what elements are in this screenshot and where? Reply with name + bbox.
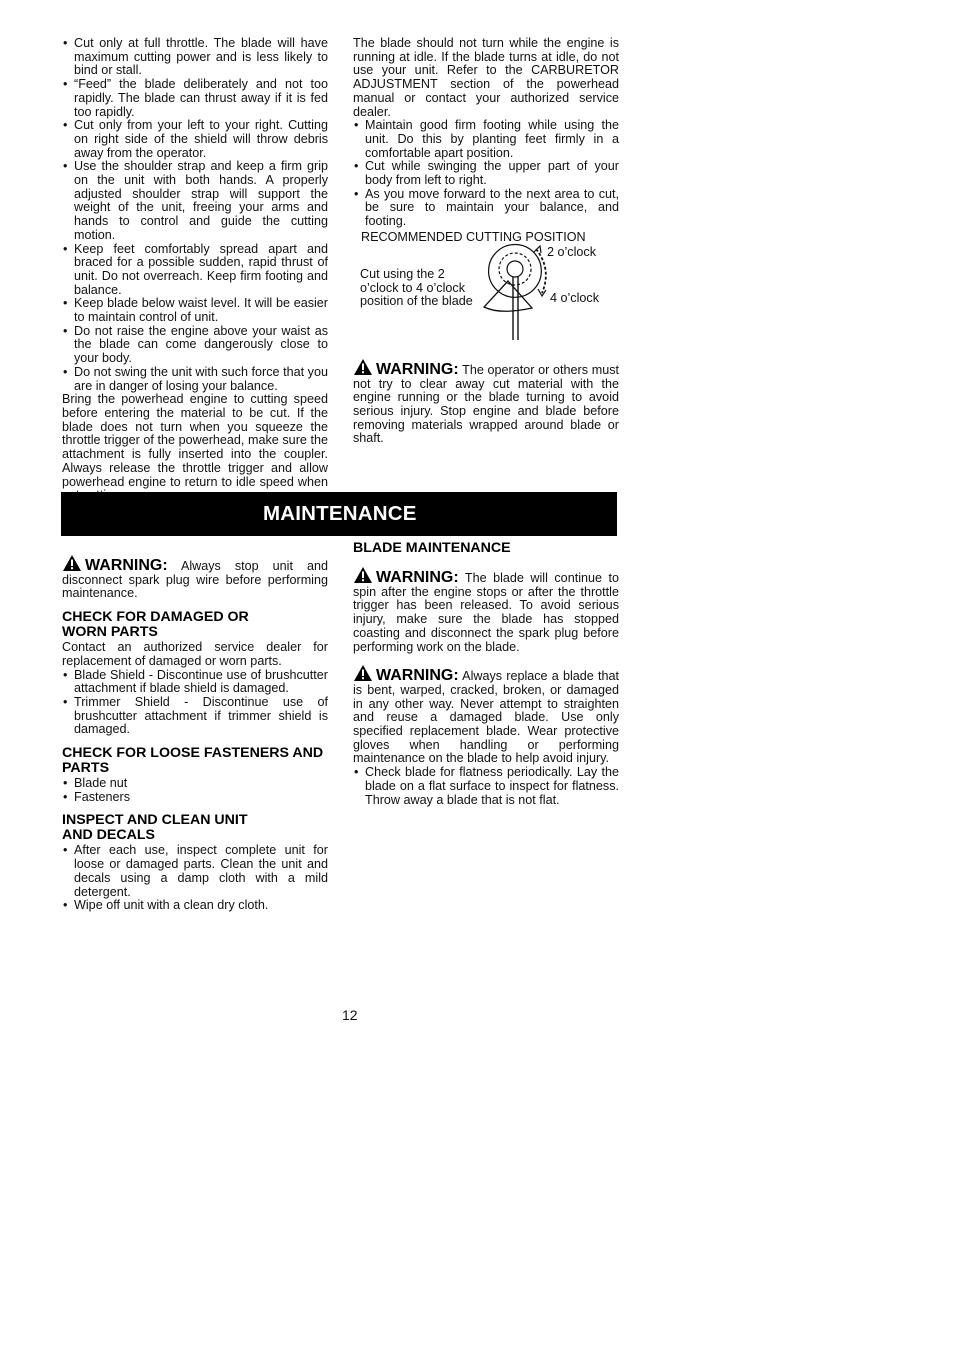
list-item: • Keep feet comfortably spread apart and braced for a possible sudden, rapid thrust of unit. Do not overreach. Keep firm footing and balance. — [62, 243, 328, 298]
list-item: • Use the shoulder strap and keep a firm grip on the unit with both hands. A properly adjusted shoulder strap will support the weight of the unit, freeing your arms and hands to control and guide the cutting motion. — [62, 160, 328, 242]
clear-material-warning — [353, 358, 619, 446]
label-2-oclock: 2 o’clock — [547, 244, 596, 259]
warning-triangle-icon — [353, 566, 373, 584]
left-bottom-column — [62, 554, 328, 913]
inspect-clean-list — [62, 844, 328, 913]
warning-triangle-icon — [353, 664, 373, 682]
damaged-parts-text: Contact an authorized service dealer for replacement of damaged or worn parts. — [62, 640, 328, 668]
label-4-oclock: 4 o’clock — [550, 290, 599, 305]
blade-replace-warning — [353, 664, 619, 766]
loose-fasteners-list — [62, 777, 328, 804]
inspect-clean-heading: INSPECT AND CLEAN UNIT AND DECALS — [62, 812, 248, 844]
list-item: • After each use, inspect complete unit for loose or damaged parts. Clean the unit and decals using a damp cloth with a mild detergent. — [62, 844, 328, 899]
cutting-speed-paragraph: Bring the powerhead engine to cutting speed before entering the material to be cut. If the blade does not turn when you squeeze the throttle trigger of the powerhead, make sure the attachment is fully inserted into the coupler. Always release the throttle trigger and allow powerhead engine to return to idle speed when — [62, 392, 328, 489]
warning-triangle-icon — [353, 358, 373, 376]
blade-maintenance-heading: BLADE MAINTENANCE — [353, 540, 511, 556]
warning-text: Always stop unit and disconnect spark plug wire before performing maintenance. — [62, 559, 328, 601]
section-title: MAINTENANCE — [263, 502, 417, 525]
operation-tips-list — [62, 37, 328, 393]
list-item: • Cut only at full throttle. The blade will have maximum cutting power and is less likely to bind or stall. — [62, 37, 328, 78]
loose-fasteners-heading: CHECK FOR LOOSE FASTENERS AND PARTS — [62, 745, 324, 777]
footing-tips-list — [353, 119, 619, 229]
list-item: • Do not swing the unit with such force that you are in danger of losing your balance. — [62, 366, 328, 393]
list-item: • Cut only from your left to your right. Cutting on right side of the shield will throw debris away from the operator. — [62, 119, 328, 160]
list-item: • Trimmer Shield - Discontinue use of brushcutter attachment if trimmer shield is damaged. — [62, 696, 328, 737]
cutting-position-diagram — [353, 231, 619, 346]
list-item: • Blade nut — [62, 777, 328, 791]
list-item: • Keep blade below waist level. It will be easier to maintain control of unit. — [62, 297, 328, 324]
warning-label: WARNING: — [376, 667, 459, 685]
list-item: • Cut while swinging the upper part of your body from left to right. — [353, 160, 619, 187]
maintenance-warning — [62, 554, 328, 601]
blade-spin-warning — [353, 566, 619, 654]
list-item: • Blade Shield - Discontinue use of brushcutter attachment if blade shield is damaged. — [62, 669, 328, 696]
list-item: • Fasteners — [62, 791, 328, 805]
right-bottom-column — [353, 541, 619, 807]
warning-text: The blade will continue to spin after the engine stops or after the throttle trigger has been released. To avoid serious injury, make sure the blade has stopped coasting and disconnect the spark plug before performing work on the blade. — [353, 571, 619, 654]
diagram-title: RECOMMENDED CUTTING POSITION — [361, 229, 586, 244]
list-item: • Do not raise the engine above your waist as the blade can come dangerously close to your body. — [62, 325, 328, 366]
list-item: • Wipe off unit with a clean dry cloth. — [62, 899, 328, 913]
page-number: 12 — [342, 1007, 358, 1023]
damaged-parts-list — [62, 669, 328, 738]
list-item: • “Feed” the blade deliberately and not too rapidly. The blade can thrust away if it is fed too rapidly. — [62, 78, 328, 119]
warning-text: Always replace a blade that is bent, warped, cracked, broken, or damaged in any other way. Never attempt to straighten and reuse a damaged blade. Use only specified replacement blade. Wear protective gloves when handling or performing maintenance on the blade to help avoid injury. — [353, 669, 619, 766]
list-item: • As you move forward to the next area to cut, be sure to maintain your balance, and footing. — [353, 188, 619, 229]
blade-diagram-icon — [478, 243, 558, 343]
idle-paragraph: The blade should not turn while the engine is running at idle. If the blade turns at idle, do not use your unit. Refer to the CARBURETOR ADJUSTMENT section of the powerhead manual or contact your authorized service dealer. — [353, 36, 619, 119]
list-item: • Check blade for flatness periodically. Lay the blade on a flat surface to inspect for flatness. Throw away a blade that is not flat. — [353, 766, 619, 807]
blade-check-list — [353, 766, 619, 807]
warning-label: WARNING: — [85, 557, 168, 574]
warning-triangle-icon — [62, 554, 82, 572]
list-item: • Maintain good firm footing while using the unit. Do this by planting feet firmly in a comfortable apart position. — [353, 119, 619, 160]
warning-label: WARNING: — [376, 569, 459, 586]
warning-text: The operator or others must not try to clear away cut material with the engine running or the blade turning to avoid serious injury. Stop engine and blade before removing materials wrapped around blade or shaft. — [353, 362, 619, 446]
diagram-caption: Cut using the 2 o’clock to 4 o’clock position of the blade — [360, 266, 473, 309]
maintenance-section-bar — [61, 492, 617, 536]
right-top-column — [353, 37, 619, 446]
damaged-parts-heading: CHECK FOR DAMAGED OR WORN PARTS — [62, 609, 249, 641]
warning-label: WARNING: — [376, 360, 459, 378]
left-top-column — [62, 37, 328, 503]
